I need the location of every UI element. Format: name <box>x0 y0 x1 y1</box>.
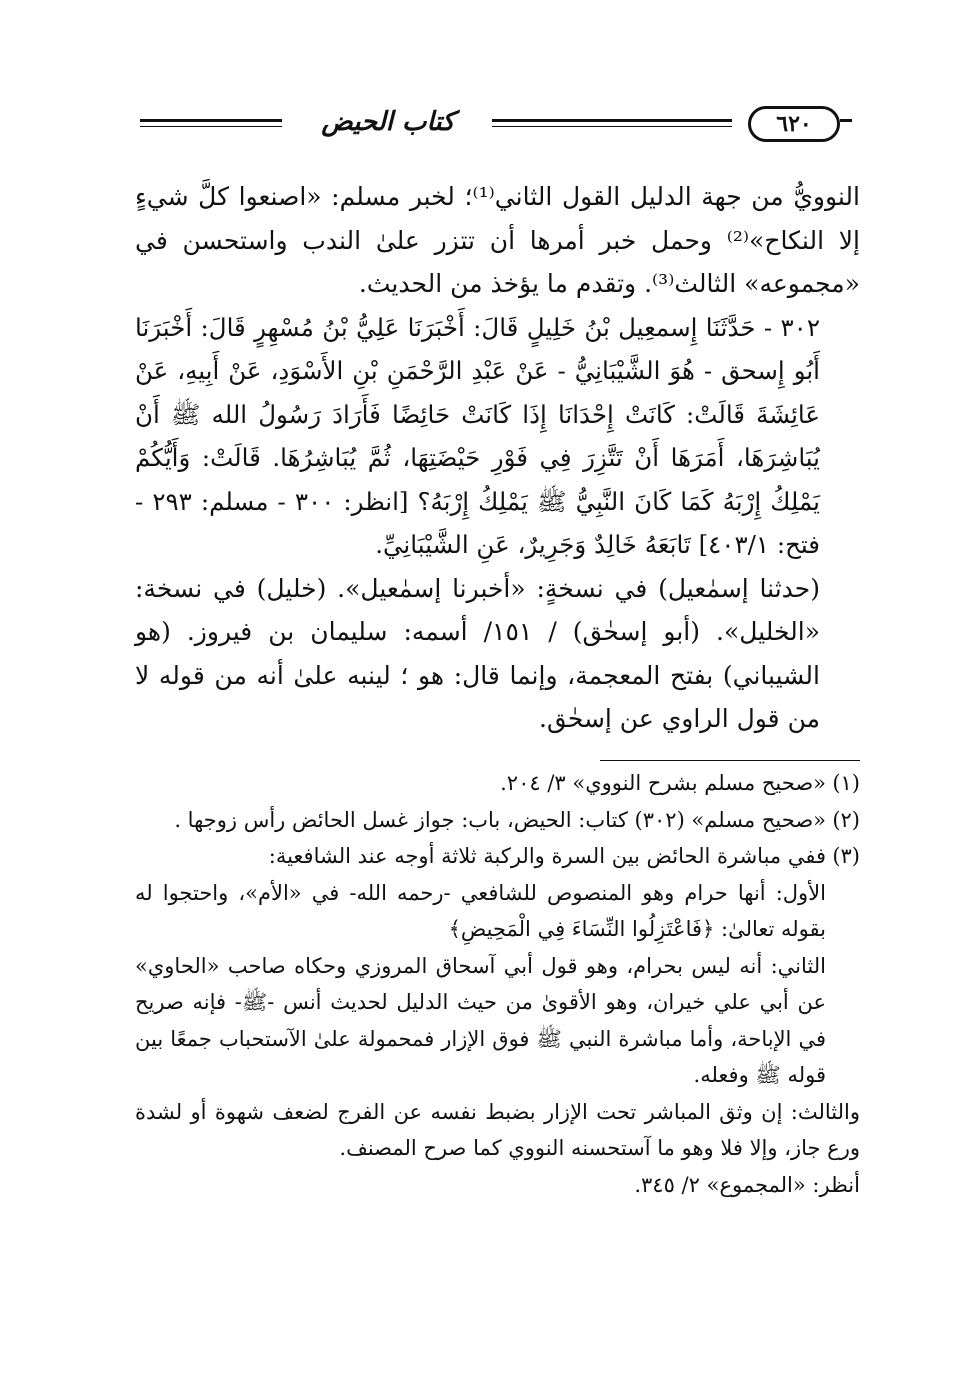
footnote-number: (١) <box>832 771 860 795</box>
footnote-3 <box>135 838 860 875</box>
page-number: ٦٢٠ <box>748 106 840 142</box>
main-text <box>135 175 860 741</box>
header-rule-mid-thin <box>492 126 732 127</box>
footnote-text: «صحيح مسلم» (٣٠٢) كتاب: الحيض، باب: جواز غسل الحائض رأس زوجها . <box>174 807 826 832</box>
footnote-3-first-view: الأول: أنها حرام وهو المنصوص للشافعي -رحمه الله- في «الأم»، واحتجوا له بقوله تعالىٰ: ﴿فَاعْتَزِلُوا النِّسَاءَ فِي الْمَحِيضِ﴾ <box>135 880 826 941</box>
footnote-separator <box>600 760 860 761</box>
footnote-text: «صحيح مسلم بشرح النووي» ٣/ ٢٠٤. <box>500 771 826 795</box>
header-rule-right <box>840 119 852 122</box>
page-header <box>140 100 852 150</box>
footnote-2 <box>135 802 860 839</box>
header-rule-left <box>140 119 282 122</box>
paragraph-continuation: النوويُّ من جهة الدليل القول الثاني⁽¹⁾؛ لخبر مسلم: «اصنعوا كلَّ شيءٍ إلا النكاح»⁽²⁾ وحمل خبر أمرها أن تتزر علىٰ الندب واستحسن في «مجموعه» الثالث⁽³⁾. وتقدم ما يؤخذ من الحديث. <box>135 182 860 298</box>
footnote-1 <box>135 765 860 802</box>
footnote-3-second-view: الثاني: أنه ليس بحرام، وهو قول أبي آسحاق المروزي وحكاه صاحب «الحاوي» عن أبي علي خيران، وهو الأقوىٰ من حيث الدليل لحديث أنس -ﷺ- فإنه صريح في الإباحة، وأما مباشرة النبي ﷺ فوق الإزار فمحمولة علىٰ الآستحباب جمعًا بين قوله ﷺ وفعله. <box>135 953 826 1087</box>
commentary-paragraph: (حدثنا إسمٰعيل) في نسخةٍ: «أخبرنا إسمٰعيل». (خليل) في نسخة: «الخليل». (أبو إسحٰق) / ١٥١/ أسمه: سليمان بن فيروز. (هو الشيباني) بفتح المعجمة، وإنما قال: هو ؛ لينبه علىٰ أنه من قوله لا من قول الراوي عن إسحٰق. <box>135 573 820 733</box>
footnote-3-reference: أنظر: «المجموع» ٢/ ٣٤٥. <box>634 1172 860 1197</box>
hadith-302: ٣٠٢ - حَدَّثَنَا إِسمعِيل بْنُ خَلِيلٍ قَالَ: أَخْبَرَنَا عَلِيُّ بْنُ مُسْهِرٍ قَالَ: أَخْبَرَنَا أَبُو إِسحق - هُوَ الشَّيْبَانِيُّ - عَنْ عَبْدِ الرَّحْمَنِ بْنِ الأَسْوَدِ، عَنْ أَبِيهِ، عَنْ عَائِشَةَ قَالَتْ: كَانَتْ إِحْدَانَا إِذَا كَانَتْ حَائِضًا فَأَرَادَ رَسُولُ الله ﷺ أَنْ يُبَاشِرَهَا، أَمَرَهَا أَنْ تَتَّزِرَ فِي فَوْرِ حَيْضَتِهَا، ثُمَّ يُبَاشِرُهَا. قَالَتْ: وَأَيُّكُمْ يَمْلِكُ إِرْبَهُ كَمَا كَانَ النَّبِيُّ ﷺ يَمْلِكُ إِرْبَهُ؟ [انظر: ٣٠٠ - مسلم: ٢٩٣ - فتح: ٤٠٣/١] تَابَعَهُ خَالِدٌ وَجَرِيرٌ، عَنِ الشَّيْبَانِيِّ. <box>135 312 820 559</box>
footnote-3-third-view: والثالث: إن وثق المباشر تحت الإزار بضبط نفسه عن الفرج لضعف شهوة أو لشدة ورع جاز، وإلا فلا وهو ما آستحسنه النووي كما صرح المصنف. <box>135 1099 860 1160</box>
footnote-text: ففي مباشرة الحائض بين السرة والركبة ثلاثة أوجه عند الشافعية: <box>268 844 826 868</box>
footnotes <box>135 765 860 1203</box>
header-rule-left-thin <box>140 126 282 127</box>
footnote-number: (٢) <box>832 807 860 832</box>
header-rule-mid <box>492 119 732 122</box>
running-title: كتاب الحيض <box>321 107 455 137</box>
footnote-number: (٣) <box>832 844 860 868</box>
